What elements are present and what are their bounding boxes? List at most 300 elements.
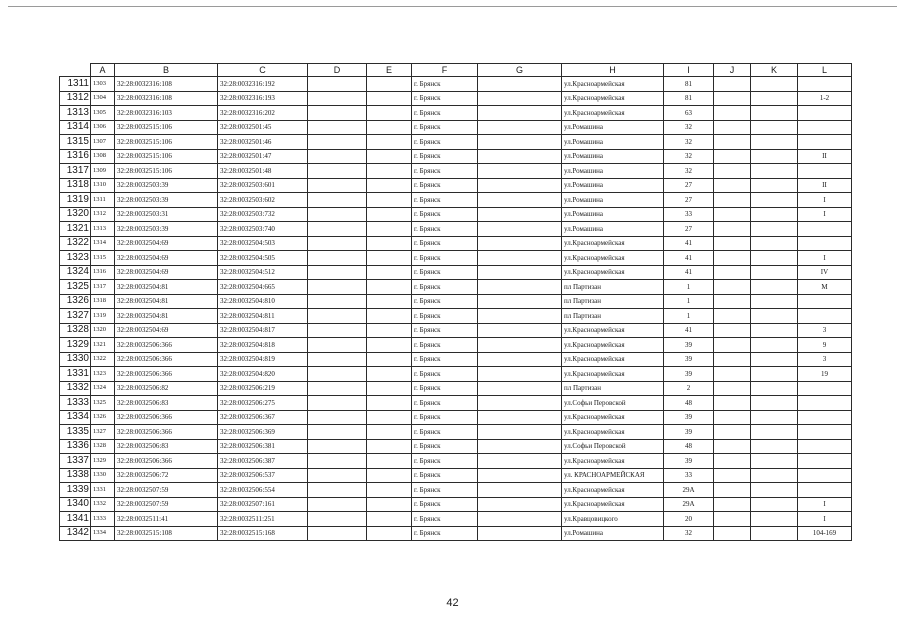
cell-b[interactable]: 32:28:0032504:81: [115, 280, 218, 295]
cell-b[interactable]: 32:28:0032504:69: [115, 323, 218, 338]
cell-g[interactable]: [478, 280, 562, 295]
cell-i[interactable]: 1: [664, 309, 714, 324]
cell-i[interactable]: 41: [664, 251, 714, 266]
cell-k[interactable]: [751, 439, 798, 454]
cell-g[interactable]: [478, 164, 562, 179]
cell-g[interactable]: [478, 222, 562, 237]
cell-k[interactable]: [751, 265, 798, 280]
cell-c[interactable]: 32:28:0032504:512: [218, 265, 308, 280]
row-number[interactable]: 1341: [60, 512, 91, 527]
cell-e[interactable]: [367, 497, 412, 512]
cell-i[interactable]: 33: [664, 207, 714, 222]
cell-i[interactable]: 39: [664, 352, 714, 367]
cell-d[interactable]: [308, 193, 367, 208]
cell-e[interactable]: [367, 309, 412, 324]
cell-f[interactable]: г. Брянск: [412, 425, 478, 440]
row-number[interactable]: 1342: [60, 526, 91, 541]
cell-a[interactable]: 1330: [91, 468, 115, 483]
cell-c[interactable]: 32:28:0032515:168: [218, 526, 308, 541]
cell-b[interactable]: 32:28:0032504:81: [115, 294, 218, 309]
cell-f[interactable]: г. Брянск: [412, 367, 478, 382]
cell-i[interactable]: 33: [664, 468, 714, 483]
row-number[interactable]: 1331: [60, 367, 91, 382]
cell-l[interactable]: [798, 222, 852, 237]
cell-b[interactable]: 32:28:0032506:366: [115, 410, 218, 425]
cell-g[interactable]: [478, 135, 562, 150]
cell-b[interactable]: 32:28:0032504:69: [115, 251, 218, 266]
cell-h[interactable]: пл Партизан: [562, 309, 664, 324]
cell-e[interactable]: [367, 265, 412, 280]
cell-l[interactable]: [798, 120, 852, 135]
cell-e[interactable]: [367, 251, 412, 266]
cell-f[interactable]: г. Брянск: [412, 91, 478, 106]
cell-c[interactable]: 32:28:0032316:202: [218, 106, 308, 121]
cell-c[interactable]: 32:28:0032501:47: [218, 149, 308, 164]
cell-f[interactable]: г. Брянск: [412, 164, 478, 179]
cell-l[interactable]: I: [798, 497, 852, 512]
cell-d[interactable]: [308, 439, 367, 454]
row-number[interactable]: 1334: [60, 410, 91, 425]
cell-a[interactable]: 1310: [91, 178, 115, 193]
cell-c[interactable]: 32:28:0032507:161: [218, 497, 308, 512]
cell-k[interactable]: [751, 367, 798, 382]
cell-g[interactable]: [478, 396, 562, 411]
cell-g[interactable]: [478, 294, 562, 309]
cell-c[interactable]: 32:28:0032501:46: [218, 135, 308, 150]
cell-d[interactable]: [308, 367, 367, 382]
cell-h[interactable]: ул. КРАСНОАРМЕЙСКАЯ: [562, 468, 664, 483]
cell-j[interactable]: [714, 77, 751, 92]
cell-l[interactable]: I: [798, 512, 852, 527]
cell-e[interactable]: [367, 294, 412, 309]
cell-i[interactable]: 1: [664, 280, 714, 295]
column-header-d[interactable]: D: [308, 64, 367, 77]
cell-j[interactable]: [714, 280, 751, 295]
cell-g[interactable]: [478, 309, 562, 324]
cell-d[interactable]: [308, 483, 367, 498]
cell-c[interactable]: 32:28:0032503:602: [218, 193, 308, 208]
cell-d[interactable]: [308, 280, 367, 295]
cell-j[interactable]: [714, 309, 751, 324]
cell-j[interactable]: [714, 207, 751, 222]
cell-a[interactable]: 1313: [91, 222, 115, 237]
cell-b[interactable]: 32:28:0032506:366: [115, 367, 218, 382]
cell-l[interactable]: 9: [798, 338, 852, 353]
cell-b[interactable]: 32:28:0032506:366: [115, 425, 218, 440]
cell-f[interactable]: г. Брянск: [412, 149, 478, 164]
cell-d[interactable]: [308, 454, 367, 469]
cell-f[interactable]: г. Брянск: [412, 193, 478, 208]
cell-b[interactable]: 32:28:0032506:72: [115, 468, 218, 483]
cell-h[interactable]: ул.Красноармейская: [562, 91, 664, 106]
cell-g[interactable]: [478, 410, 562, 425]
cell-l[interactable]: [798, 309, 852, 324]
cell-d[interactable]: [308, 526, 367, 541]
cell-f[interactable]: г. Брянск: [412, 251, 478, 266]
cell-a[interactable]: 1314: [91, 236, 115, 251]
cell-b[interactable]: 32:28:0032515:106: [115, 120, 218, 135]
cell-h[interactable]: ул.Красноармейская: [562, 265, 664, 280]
cell-e[interactable]: [367, 483, 412, 498]
cell-j[interactable]: [714, 526, 751, 541]
cell-g[interactable]: [478, 265, 562, 280]
cell-k[interactable]: [751, 251, 798, 266]
cell-k[interactable]: [751, 77, 798, 92]
cell-b[interactable]: 32:28:0032316:108: [115, 77, 218, 92]
cell-i[interactable]: 39: [664, 367, 714, 382]
cell-b[interactable]: 32:28:0032506:82: [115, 381, 218, 396]
cell-c[interactable]: 32:28:0032503:740: [218, 222, 308, 237]
row-number[interactable]: 1336: [60, 439, 91, 454]
cell-i[interactable]: 32: [664, 164, 714, 179]
cell-l[interactable]: [798, 236, 852, 251]
cell-c[interactable]: 32:28:0032506:367: [218, 410, 308, 425]
cell-c[interactable]: 32:28:0032506:381: [218, 439, 308, 454]
column-header-b[interactable]: B: [115, 64, 218, 77]
row-number[interactable]: 1321: [60, 222, 91, 237]
cell-k[interactable]: [751, 120, 798, 135]
cell-j[interactable]: [714, 497, 751, 512]
cell-b[interactable]: 32:28:0032503:39: [115, 222, 218, 237]
cell-c[interactable]: 32:28:0032504:819: [218, 352, 308, 367]
cell-e[interactable]: [367, 164, 412, 179]
cell-a[interactable]: 1332: [91, 497, 115, 512]
column-header-g[interactable]: G: [478, 64, 562, 77]
cell-g[interactable]: [478, 178, 562, 193]
cell-d[interactable]: [308, 468, 367, 483]
cell-d[interactable]: [308, 164, 367, 179]
cell-g[interactable]: [478, 439, 562, 454]
cell-b[interactable]: 32:28:0032503:39: [115, 193, 218, 208]
cell-k[interactable]: [751, 468, 798, 483]
cell-e[interactable]: [367, 439, 412, 454]
cell-a[interactable]: 1317: [91, 280, 115, 295]
cell-d[interactable]: [308, 77, 367, 92]
cell-f[interactable]: г. Брянск: [412, 294, 478, 309]
cell-l[interactable]: 19: [798, 367, 852, 382]
cell-c[interactable]: 32:28:0032504:818: [218, 338, 308, 353]
cell-c[interactable]: 32:28:0032504:810: [218, 294, 308, 309]
cell-h[interactable]: ул.Красноармейская: [562, 106, 664, 121]
cell-d[interactable]: [308, 294, 367, 309]
cell-a[interactable]: 1333: [91, 512, 115, 527]
cell-j[interactable]: [714, 352, 751, 367]
cell-k[interactable]: [751, 425, 798, 440]
cell-f[interactable]: г. Брянск: [412, 381, 478, 396]
cell-g[interactable]: [478, 236, 562, 251]
cell-h[interactable]: ул.Красноармейская: [562, 454, 664, 469]
cell-f[interactable]: г. Брянск: [412, 352, 478, 367]
cell-h[interactable]: ул.Красноармейская: [562, 77, 664, 92]
row-number[interactable]: 1326: [60, 294, 91, 309]
cell-k[interactable]: [751, 483, 798, 498]
cell-l[interactable]: II: [798, 149, 852, 164]
cell-i[interactable]: 32: [664, 526, 714, 541]
cell-f[interactable]: г. Брянск: [412, 526, 478, 541]
cell-h[interactable]: ул.Ромашина: [562, 120, 664, 135]
cell-f[interactable]: г. Брянск: [412, 309, 478, 324]
cell-k[interactable]: [751, 280, 798, 295]
cell-i[interactable]: 27: [664, 178, 714, 193]
cell-h[interactable]: ул.Ромашина: [562, 207, 664, 222]
row-number[interactable]: 1325: [60, 280, 91, 295]
cell-g[interactable]: [478, 77, 562, 92]
cell-l[interactable]: [798, 468, 852, 483]
cell-d[interactable]: [308, 251, 367, 266]
cell-c[interactable]: 32:28:0032504:503: [218, 236, 308, 251]
cell-d[interactable]: [308, 338, 367, 353]
cell-i[interactable]: 41: [664, 323, 714, 338]
cell-i[interactable]: 41: [664, 265, 714, 280]
cell-e[interactable]: [367, 91, 412, 106]
cell-f[interactable]: г. Брянск: [412, 265, 478, 280]
cell-g[interactable]: [478, 367, 562, 382]
cell-c[interactable]: 32:28:0032316:192: [218, 77, 308, 92]
cell-b[interactable]: 32:28:0032511:41: [115, 512, 218, 527]
cell-j[interactable]: [714, 106, 751, 121]
column-header-i[interactable]: I: [664, 64, 714, 77]
cell-j[interactable]: [714, 222, 751, 237]
cell-l[interactable]: [798, 425, 852, 440]
cell-d[interactable]: [308, 265, 367, 280]
row-number[interactable]: 1314: [60, 120, 91, 135]
cell-e[interactable]: [367, 526, 412, 541]
cell-b[interactable]: 32:28:0032504:81: [115, 309, 218, 324]
cell-h[interactable]: ул.Ромашина: [562, 135, 664, 150]
cell-c[interactable]: 32:28:0032504:817: [218, 323, 308, 338]
cell-h[interactable]: ул.Красноармейская: [562, 367, 664, 382]
cell-b[interactable]: 32:28:0032506:83: [115, 439, 218, 454]
cell-c[interactable]: 32:28:0032501:48: [218, 164, 308, 179]
cell-l[interactable]: I: [798, 251, 852, 266]
cell-k[interactable]: [751, 135, 798, 150]
cell-j[interactable]: [714, 149, 751, 164]
cell-i[interactable]: 32: [664, 149, 714, 164]
cell-h[interactable]: ул.Кравцовицкого: [562, 512, 664, 527]
cell-l[interactable]: I: [798, 193, 852, 208]
cell-l[interactable]: I: [798, 207, 852, 222]
cell-e[interactable]: [367, 178, 412, 193]
cell-e[interactable]: [367, 381, 412, 396]
cell-g[interactable]: [478, 468, 562, 483]
cell-j[interactable]: [714, 425, 751, 440]
cell-c[interactable]: 32:28:0032506:537: [218, 468, 308, 483]
cell-b[interactable]: 32:28:0032506:366: [115, 454, 218, 469]
cell-l[interactable]: IV: [798, 265, 852, 280]
cell-g[interactable]: [478, 454, 562, 469]
cell-e[interactable]: [367, 120, 412, 135]
row-number[interactable]: 1332: [60, 381, 91, 396]
cell-i[interactable]: 2: [664, 381, 714, 396]
cell-e[interactable]: [367, 280, 412, 295]
cell-l[interactable]: [798, 77, 852, 92]
cell-k[interactable]: [751, 381, 798, 396]
cell-b[interactable]: 32:28:0032503:31: [115, 207, 218, 222]
cell-d[interactable]: [308, 323, 367, 338]
cell-j[interactable]: [714, 265, 751, 280]
cell-c[interactable]: 32:28:0032503:601: [218, 178, 308, 193]
cell-k[interactable]: [751, 309, 798, 324]
cell-h[interactable]: ул.Красноармейская: [562, 497, 664, 512]
cell-i[interactable]: 32: [664, 135, 714, 150]
cell-a[interactable]: 1326: [91, 410, 115, 425]
cell-e[interactable]: [367, 410, 412, 425]
cell-k[interactable]: [751, 193, 798, 208]
cell-k[interactable]: [751, 106, 798, 121]
cell-l[interactable]: [798, 454, 852, 469]
cell-e[interactable]: [367, 106, 412, 121]
cell-g[interactable]: [478, 512, 562, 527]
cell-h[interactable]: ул.Красноармейская: [562, 425, 664, 440]
cell-b[interactable]: 32:28:0032316:103: [115, 106, 218, 121]
cell-f[interactable]: г. Брянск: [412, 468, 478, 483]
cell-l[interactable]: [798, 381, 852, 396]
cell-i[interactable]: 81: [664, 91, 714, 106]
cell-k[interactable]: [751, 222, 798, 237]
cell-d[interactable]: [308, 207, 367, 222]
cell-a[interactable]: 1322: [91, 352, 115, 367]
cell-l[interactable]: [798, 483, 852, 498]
row-number[interactable]: 1324: [60, 265, 91, 280]
cell-k[interactable]: [751, 338, 798, 353]
cell-h[interactable]: ул.Красноармейская: [562, 338, 664, 353]
cell-c[interactable]: 32:28:0032503:732: [218, 207, 308, 222]
cell-h[interactable]: ул.Красноармейская: [562, 410, 664, 425]
cell-d[interactable]: [308, 222, 367, 237]
cell-h[interactable]: пл Партизан: [562, 294, 664, 309]
cell-j[interactable]: [714, 164, 751, 179]
row-number[interactable]: 1323: [60, 251, 91, 266]
cell-a[interactable]: 1315: [91, 251, 115, 266]
cell-f[interactable]: г. Брянск: [412, 222, 478, 237]
cell-b[interactable]: 32:28:0032506:366: [115, 338, 218, 353]
cell-j[interactable]: [714, 193, 751, 208]
cell-l[interactable]: [798, 135, 852, 150]
cell-d[interactable]: [308, 512, 367, 527]
cell-g[interactable]: [478, 381, 562, 396]
cell-d[interactable]: [308, 91, 367, 106]
cell-f[interactable]: г. Брянск: [412, 178, 478, 193]
cell-d[interactable]: [308, 135, 367, 150]
cell-a[interactable]: 1307: [91, 135, 115, 150]
cell-h[interactable]: ул.Ромашина: [562, 526, 664, 541]
column-header-j[interactable]: J: [714, 64, 751, 77]
cell-a[interactable]: 1311: [91, 193, 115, 208]
column-header-a[interactable]: A: [91, 64, 115, 77]
cell-h[interactable]: ул.Ромашина: [562, 149, 664, 164]
cell-a[interactable]: 1320: [91, 323, 115, 338]
cell-l[interactable]: 3: [798, 323, 852, 338]
cell-d[interactable]: [308, 120, 367, 135]
cell-j[interactable]: [714, 512, 751, 527]
cell-i[interactable]: 63: [664, 106, 714, 121]
cell-h[interactable]: пл Партизан: [562, 280, 664, 295]
cell-g[interactable]: [478, 251, 562, 266]
cell-g[interactable]: [478, 425, 562, 440]
cell-e[interactable]: [367, 512, 412, 527]
row-number[interactable]: 1317: [60, 164, 91, 179]
cell-c[interactable]: 32:28:0032506:554: [218, 483, 308, 498]
cell-b[interactable]: 32:28:0032515:106: [115, 164, 218, 179]
row-number[interactable]: 1311: [60, 77, 91, 92]
cell-a[interactable]: 1308: [91, 149, 115, 164]
cell-i[interactable]: 1: [664, 294, 714, 309]
cell-k[interactable]: [751, 497, 798, 512]
cell-f[interactable]: г. Брянск: [412, 439, 478, 454]
cell-l[interactable]: 104-169: [798, 526, 852, 541]
row-number[interactable]: 1316: [60, 149, 91, 164]
cell-i[interactable]: 29А: [664, 483, 714, 498]
cell-a[interactable]: 1334: [91, 526, 115, 541]
row-number[interactable]: 1315: [60, 135, 91, 150]
cell-b[interactable]: 32:28:0032316:108: [115, 91, 218, 106]
cell-j[interactable]: [714, 338, 751, 353]
cell-b[interactable]: 32:28:0032506:83: [115, 396, 218, 411]
cell-j[interactable]: [714, 468, 751, 483]
cell-e[interactable]: [367, 468, 412, 483]
row-number[interactable]: 1330: [60, 352, 91, 367]
cell-d[interactable]: [308, 106, 367, 121]
cell-d[interactable]: [308, 149, 367, 164]
cell-c[interactable]: 32:28:0032511:251: [218, 512, 308, 527]
row-number[interactable]: 1329: [60, 338, 91, 353]
cell-f[interactable]: г. Брянск: [412, 396, 478, 411]
cell-b[interactable]: 32:28:0032515:106: [115, 135, 218, 150]
cell-e[interactable]: [367, 193, 412, 208]
cell-e[interactable]: [367, 367, 412, 382]
cell-f[interactable]: г. Брянск: [412, 135, 478, 150]
cell-f[interactable]: г. Брянск: [412, 280, 478, 295]
cell-e[interactable]: [367, 135, 412, 150]
cell-h[interactable]: ул.Красноармейская: [562, 236, 664, 251]
row-number[interactable]: 1313: [60, 106, 91, 121]
cell-g[interactable]: [478, 120, 562, 135]
cell-e[interactable]: [367, 338, 412, 353]
column-header-l[interactable]: L: [798, 64, 852, 77]
cell-g[interactable]: [478, 91, 562, 106]
cell-h[interactable]: ул.Ромашина: [562, 178, 664, 193]
cell-k[interactable]: [751, 454, 798, 469]
cell-l[interactable]: [798, 294, 852, 309]
cell-l[interactable]: [798, 396, 852, 411]
cell-j[interactable]: [714, 294, 751, 309]
cell-i[interactable]: 39: [664, 338, 714, 353]
cell-f[interactable]: г. Брянск: [412, 106, 478, 121]
cell-k[interactable]: [751, 164, 798, 179]
cell-h[interactable]: ул.Софьи Перовской: [562, 396, 664, 411]
cell-i[interactable]: 41: [664, 236, 714, 251]
cell-a[interactable]: 1325: [91, 396, 115, 411]
cell-j[interactable]: [714, 410, 751, 425]
cell-l[interactable]: 3: [798, 352, 852, 367]
cell-j[interactable]: [714, 439, 751, 454]
column-header-h[interactable]: H: [562, 64, 664, 77]
cell-j[interactable]: [714, 120, 751, 135]
cell-f[interactable]: г. Брянск: [412, 323, 478, 338]
cell-a[interactable]: 1318: [91, 294, 115, 309]
cell-c[interactable]: 32:28:0032504:505: [218, 251, 308, 266]
cell-c[interactable]: 32:28:0032504:665: [218, 280, 308, 295]
row-number[interactable]: 1339: [60, 483, 91, 498]
cell-h[interactable]: ул.Ромашина: [562, 193, 664, 208]
cell-e[interactable]: [367, 323, 412, 338]
cell-d[interactable]: [308, 497, 367, 512]
cell-k[interactable]: [751, 207, 798, 222]
cell-e[interactable]: [367, 236, 412, 251]
cell-l[interactable]: [798, 410, 852, 425]
cell-l[interactable]: М: [798, 280, 852, 295]
cell-g[interactable]: [478, 323, 562, 338]
